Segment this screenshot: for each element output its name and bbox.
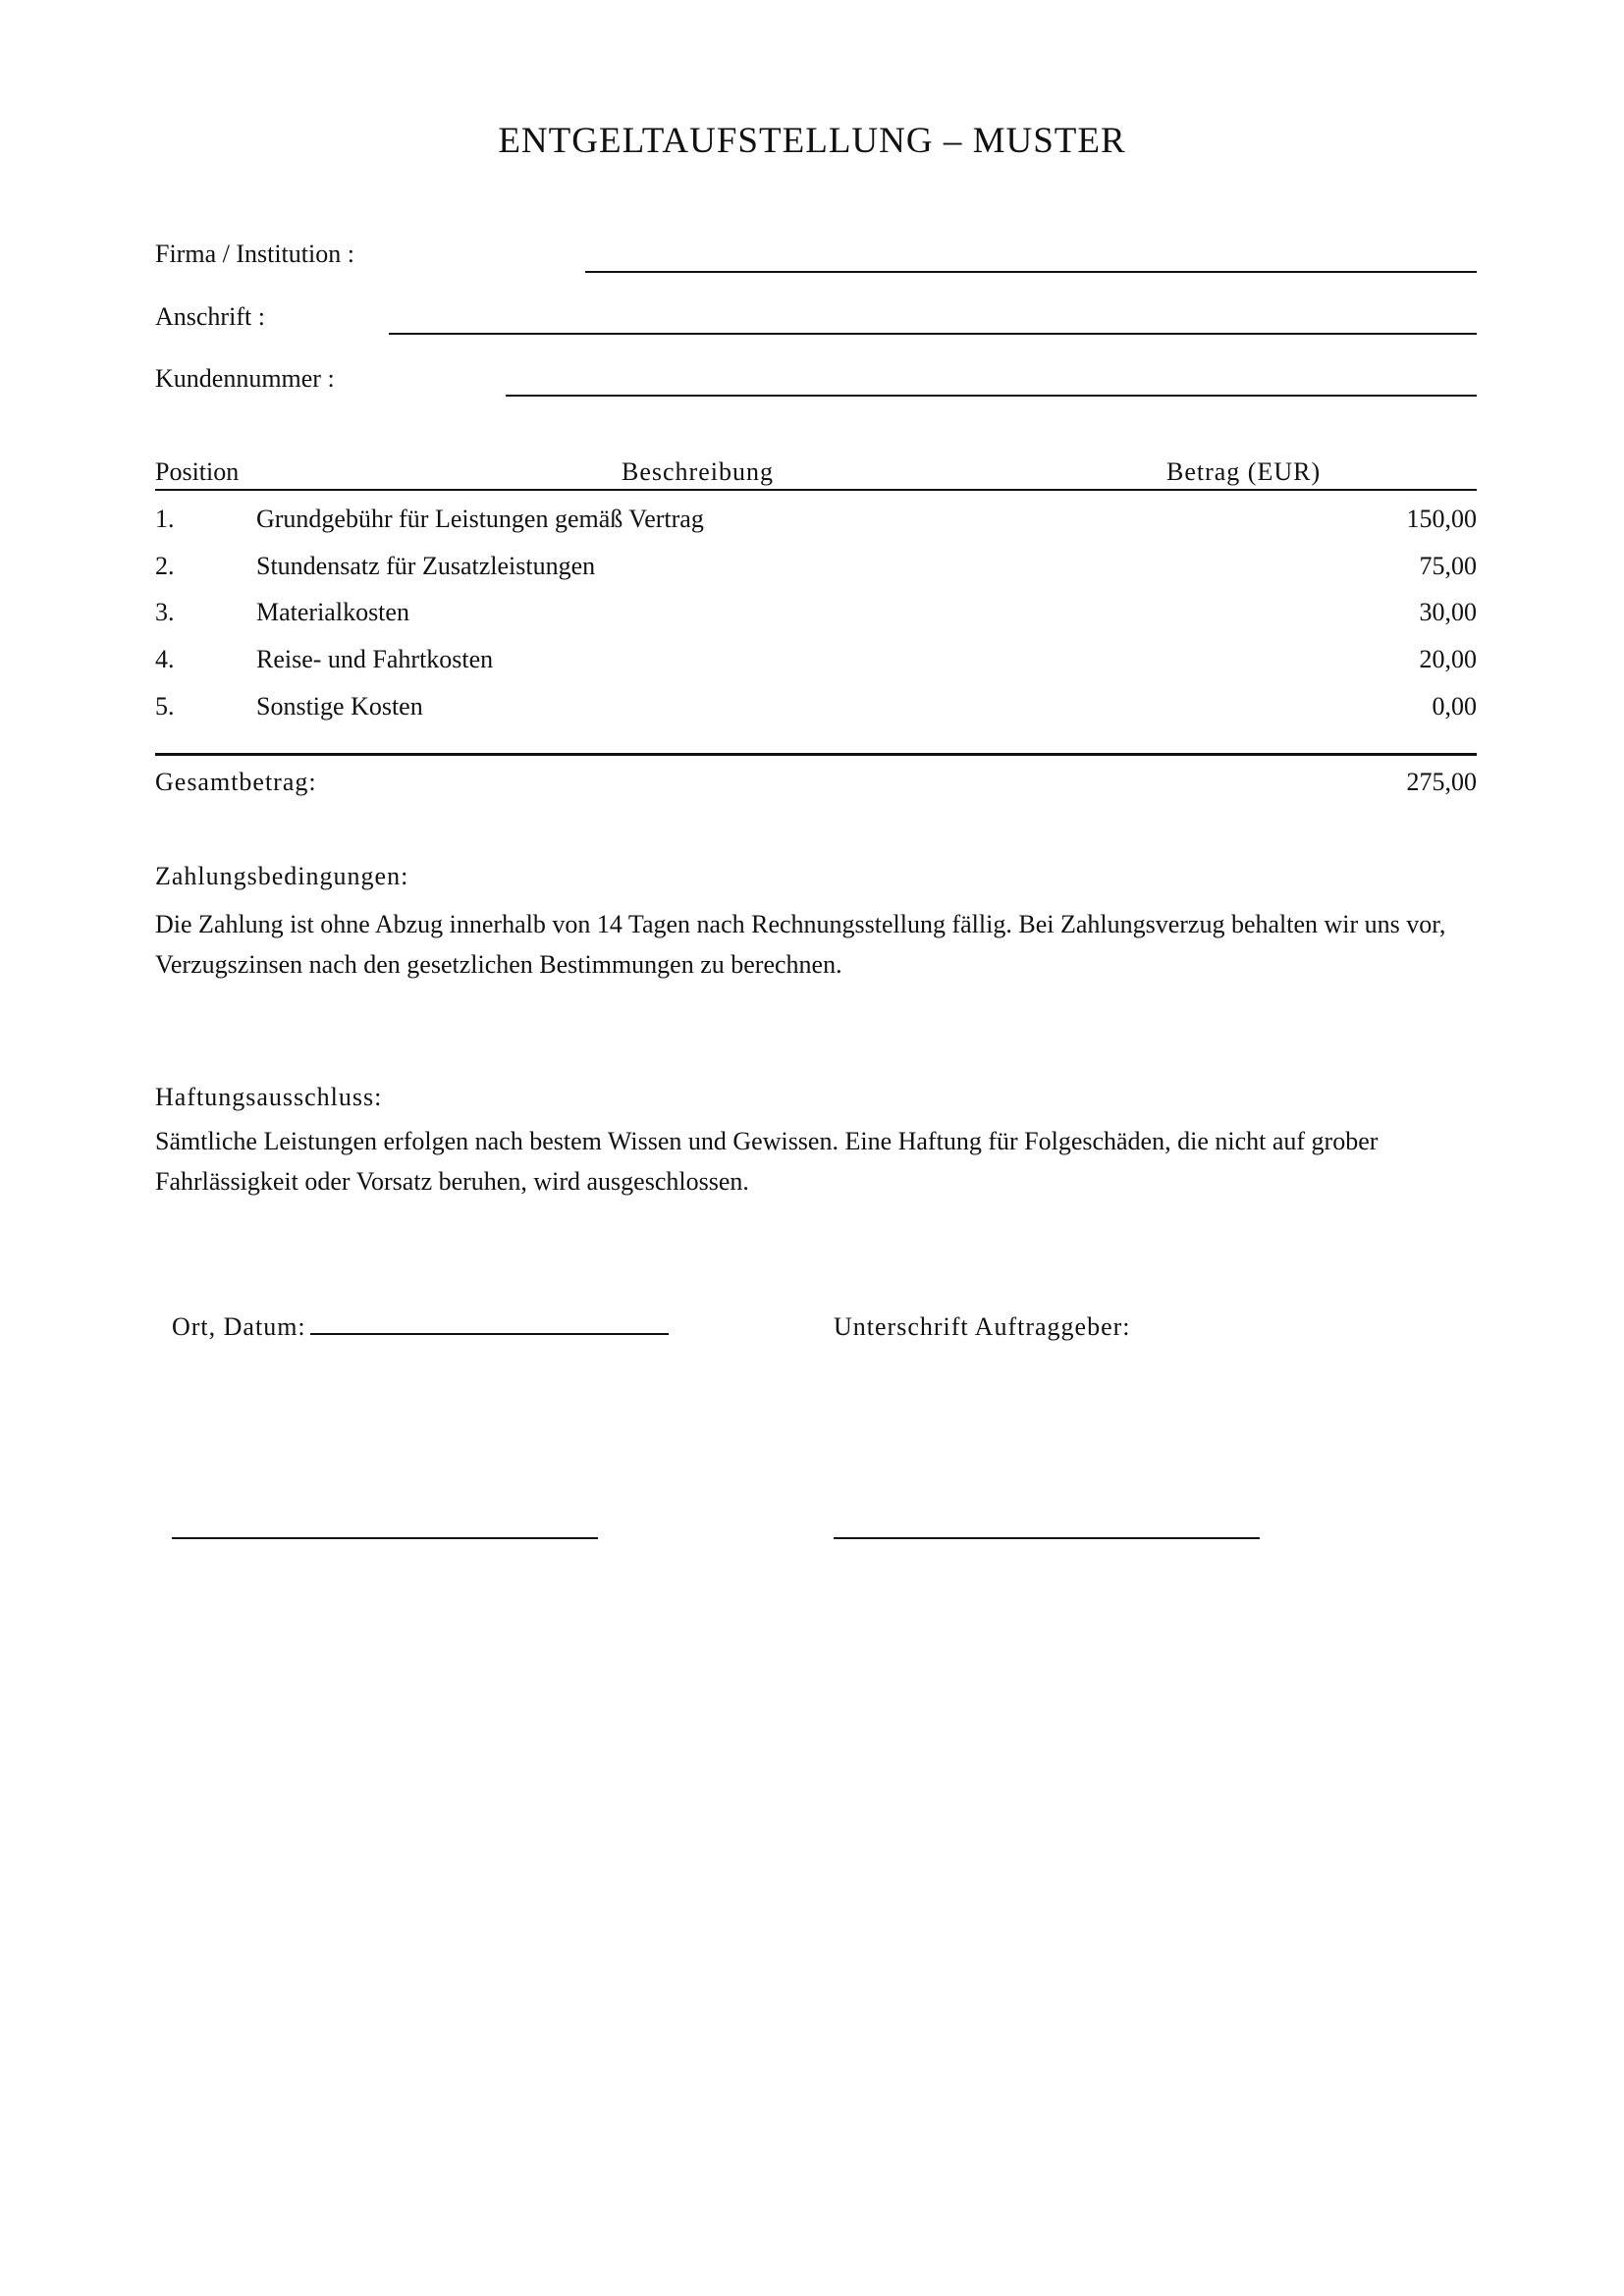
row-position: 3.: [155, 598, 175, 626]
table-row: [155, 643, 1477, 676]
row-position: 1.: [155, 505, 175, 533]
row-position: 4.: [155, 645, 175, 673]
row-amount: 30,00: [1419, 598, 1477, 626]
total-value: 275,00: [1406, 768, 1477, 796]
table-row: [155, 550, 1477, 583]
row-description: Sonstige Kosten: [256, 692, 423, 721]
signature-line-left[interactable]: [172, 1537, 598, 1539]
company-label: Firma / Institution :: [155, 240, 354, 268]
row-description: Stundensatz für Zusatzleistungen: [256, 552, 596, 580]
signature-line-right[interactable]: [834, 1537, 1260, 1539]
table-row: [155, 690, 1477, 723]
table-row: [155, 596, 1477, 629]
document-title: ENTGELTAUFSTELLUNG – MUSTER: [498, 121, 1126, 161]
header-description: Beschreibung: [622, 457, 774, 486]
total-rule: [155, 753, 1477, 756]
header-position: Position: [155, 457, 240, 486]
payment-terms-text: Die Zahlung ist ohne Abzug innerhalb von 14 Tagen nach Rechnungsstellung fällig. Bei Zahlungsverzug behalten wir uns vor, Verzugszinsen nach den gesetzlichen Bestimmungen zu berechnen.: [155, 910, 1446, 979]
customer-number-label: Kundennummer :: [155, 364, 335, 393]
client-signature-label: Unterschrift Auftraggeber:: [834, 1312, 1131, 1341]
row-amount: 150,00: [1406, 505, 1477, 533]
row-position: 5.: [155, 692, 175, 721]
row-position: 2.: [155, 552, 175, 580]
liability-heading: Haftungsausschluss:: [155, 1083, 383, 1111]
header-rule: [155, 489, 1477, 491]
row-amount: 75,00: [1419, 552, 1477, 580]
liability-text: Sämtliche Leistungen erfolgen nach bestem Wissen und Gewissen. Eine Haftung für Folgeschäden, die nicht auf grober Fahrlässigkeit oder Vorsatz beruhen, wird ausgeschlossen.: [155, 1127, 1379, 1196]
header-amount: Betrag (EUR): [1166, 457, 1322, 486]
row-description: Grundgebühr für Leistungen gemäß Vertrag: [256, 505, 704, 533]
place-date-field-line[interactable]: [310, 1311, 669, 1335]
total-label: Gesamtbetrag:: [155, 768, 317, 796]
payment-terms-heading: Zahlungsbedingungen:: [155, 862, 409, 890]
table-row: [155, 503, 1477, 536]
row-amount: 20,00: [1419, 645, 1477, 673]
address-field-line[interactable]: [389, 333, 1477, 335]
total-row: [155, 766, 1477, 799]
row-description: Reise- und Fahrtkosten: [256, 645, 494, 673]
company-field-line[interactable]: [585, 271, 1477, 273]
row-description: Materialkosten: [256, 598, 409, 626]
place-date-label: Ort, Datum:: [172, 1312, 306, 1341]
address-label: Anschrift :: [155, 302, 265, 331]
place-date-block: [172, 1310, 669, 1344]
customer-number-field-line[interactable]: [506, 395, 1477, 397]
row-amount: 0,00: [1432, 692, 1477, 721]
